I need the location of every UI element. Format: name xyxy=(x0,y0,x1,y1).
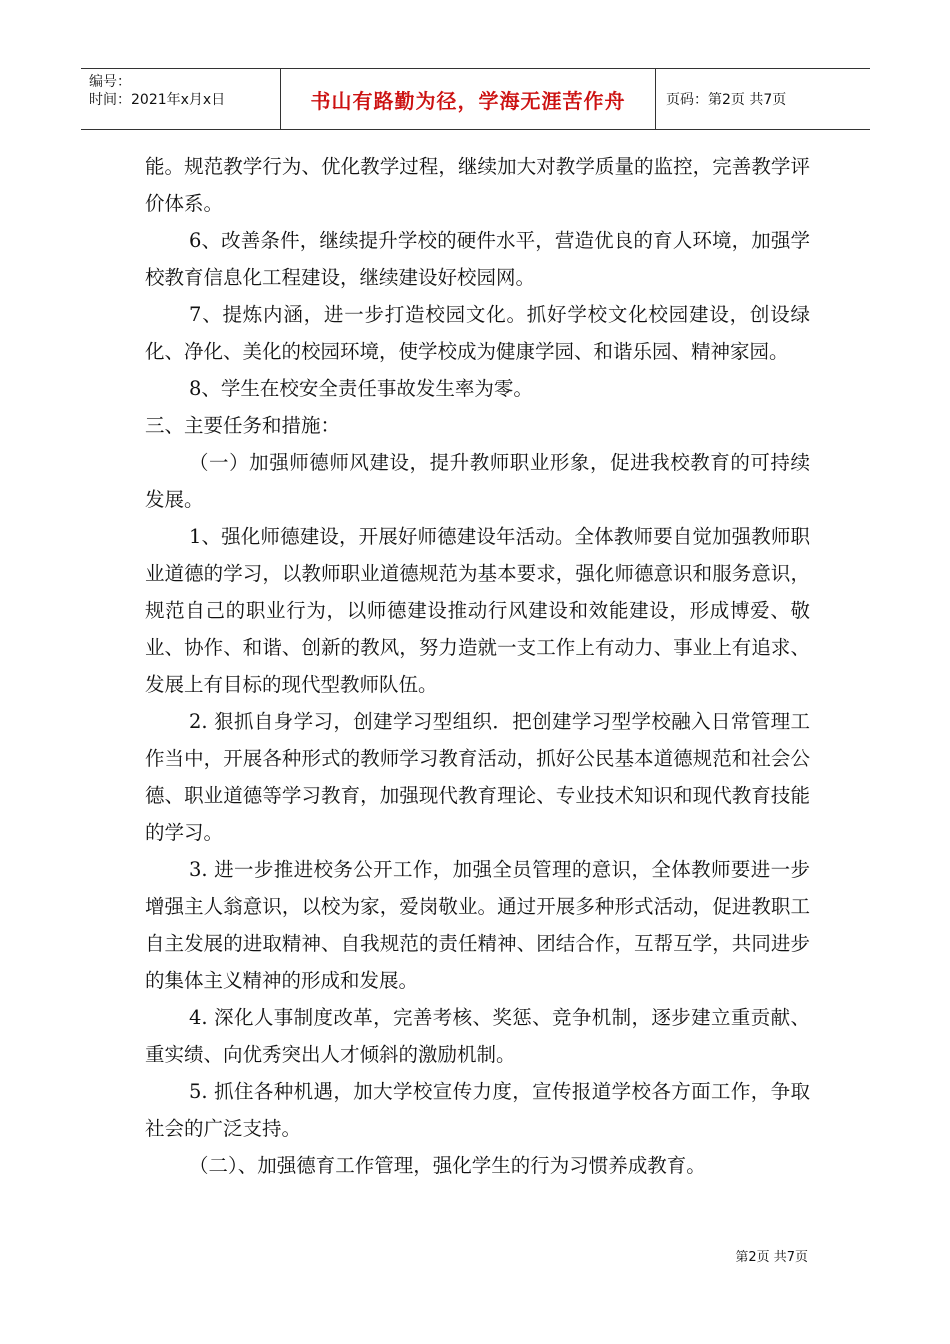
header-page-info: 页码：第2页 共7页 xyxy=(666,92,787,108)
page-footer: 第2页 共7页 xyxy=(735,1250,808,1265)
paragraph: 6、改善条件，继续提升学校的硬件水平，营造优良的育人环境，加强学校教育信息化工程建设，继续建设好校园网。 xyxy=(145,229,810,289)
page-header xyxy=(81,68,870,130)
paragraph: 4. 深化人事制度改革，完善考核、奖惩、竞争机制，逐步建立重贡献、重实绩、向优秀突出人才倾斜的激励机制。 xyxy=(145,1006,810,1066)
document-body xyxy=(145,148,810,1184)
paragraph: 8、学生在校安全责任事故发生率为零。 xyxy=(189,377,533,400)
header-motto: 书山有路勤为径，学海无涯苦作舟 xyxy=(281,69,656,129)
section-heading: 三、主要任务和措施： xyxy=(145,414,341,437)
document-time-label: 时间：2021年x月x日 xyxy=(89,92,226,108)
subsection-heading: （二）、加强德育工作管理，强化学生的行为习惯养成教育。 xyxy=(189,1154,706,1177)
paragraph: 能。规范教学行为、优化教学过程，继续加大对教学质量的监控，完善教学评价体系。 xyxy=(145,155,810,215)
document-number-label: 编号： xyxy=(89,74,131,90)
paragraph: 3. 进一步推进校务公开工作，加强全员管理的意识，全体教师要进一步增强主人翁意识，以校为家，爱岗敬业。通过开展多种形式活动，促进教职工自主发展的进取精神、自我规范的责任精神、团结合作，互帮互学，共同进步的集体主义精神的形成和发展。 xyxy=(145,858,810,992)
header-meta xyxy=(81,69,281,129)
paragraph: 1、强化师德建设，开展好师德建设年活动。全体教师要自觉加强教师职业道德的学习，以教师职业道德规范为基本要求，强化师德意识和服务意识，规范自己的职业行为，以师德建设推动行风建设和效能建设，形成博爱、敬业、协作、和谐、创新的教风，努力造就一支工作上有动力、事业上有追求、发展上有目标的现代型教师队伍。 xyxy=(145,525,810,696)
paragraph: 7、提炼内涵，进一步打造校园文化。抓好学校文化校园建设，创设绿化、净化、美化的校园环境，使学校成为健康学园、和谐乐园、精神家园。 xyxy=(145,303,810,363)
paragraph: 5. 抓住各种机遇，加大学校宣传力度，宣传报道学校各方面工作，争取社会的广泛支持。 xyxy=(145,1080,810,1140)
subsection-heading: （一）加强师德师风建设，提升教师职业形象，促进我校教育的可持续发展。 xyxy=(145,451,810,511)
paragraph: 2. 狠抓自身学习，创建学习型组织．把创建学习型学校融入日常管理工作当中，开展各种形式的教师学习教育活动，抓好公民基本道德规范和社会公德、职业道德等学习教育，加强现代教育理论、专业技术知识和现代教育技能的学习。 xyxy=(145,710,810,844)
